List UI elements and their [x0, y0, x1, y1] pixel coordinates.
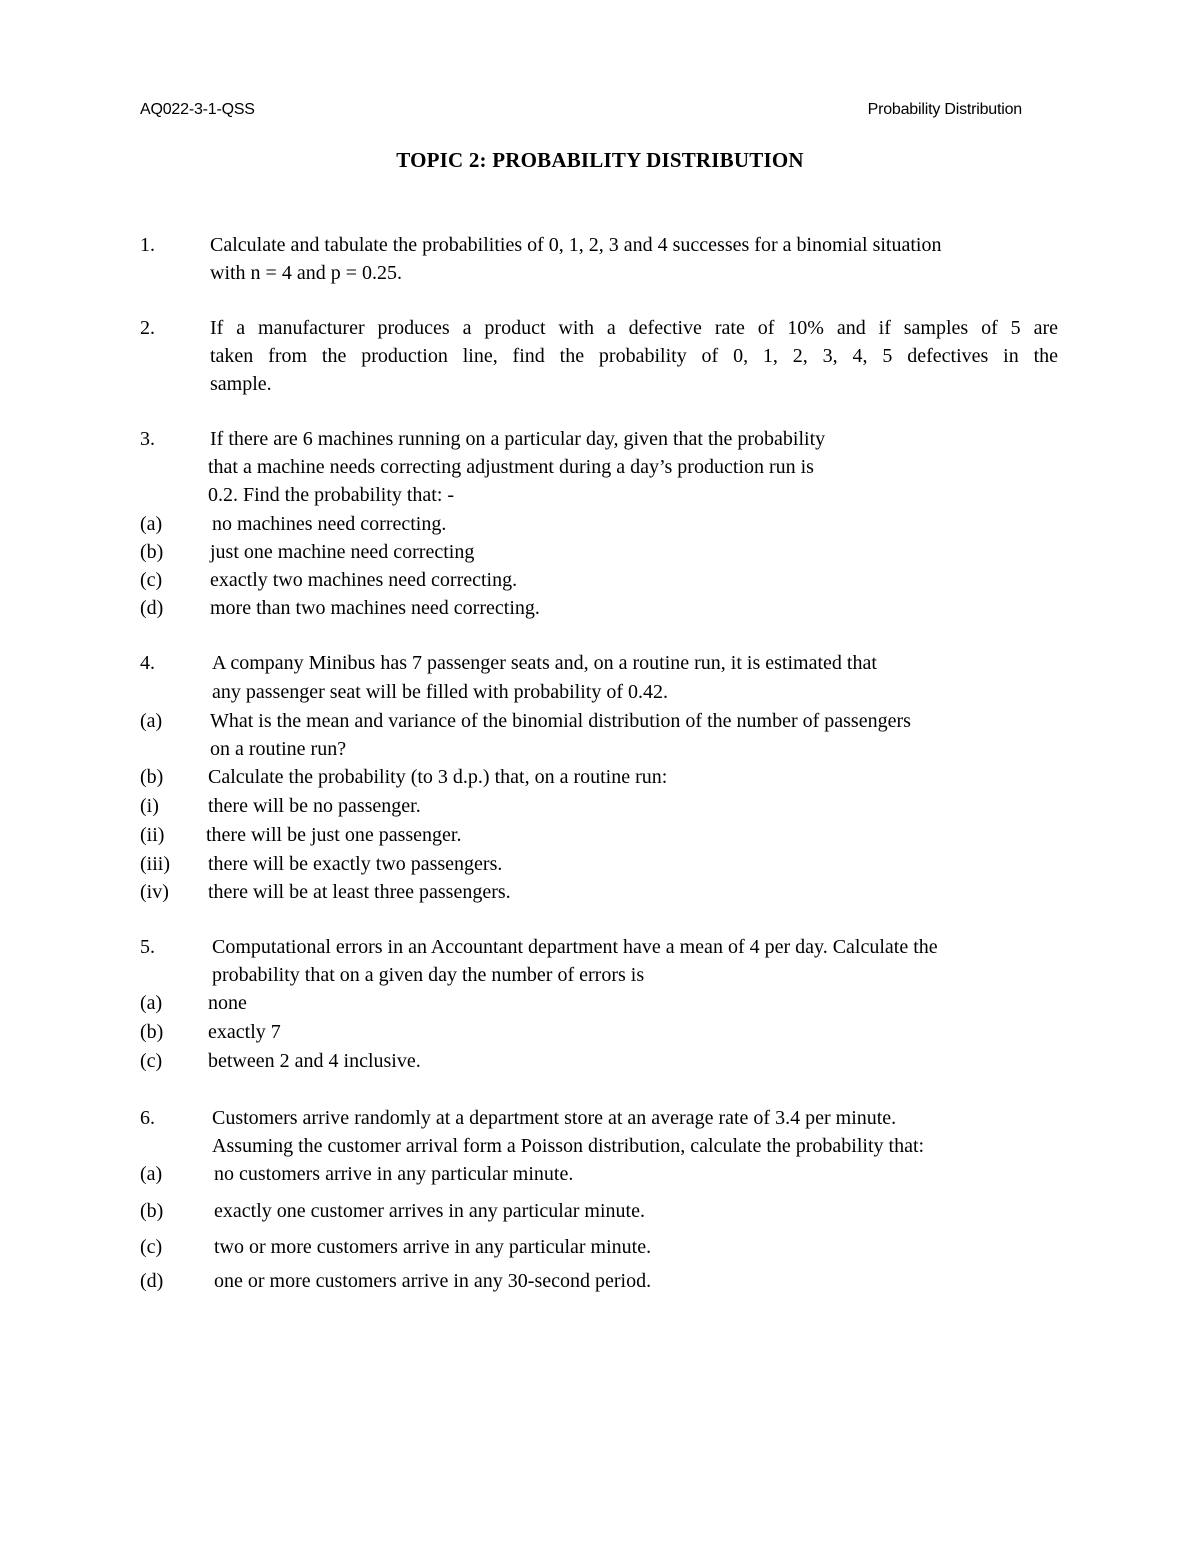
part-text: What is the mean and variance of the binomial distribution of the number of passengers [210, 710, 911, 732]
part-text: just one machine need correcting [210, 541, 475, 563]
question-text: If there are 6 machines running on a particular day, given that the probability [210, 428, 826, 450]
question-text: Calculate and tabulate the probabilities of 0, 1, 2, 3 and 4 successes for a binomial situation [210, 234, 942, 256]
subpart-text: there will be exactly two passengers. [208, 853, 503, 875]
part-label: (c) [140, 1236, 163, 1258]
part-text: no customers arrive in any particular minute. [214, 1163, 574, 1185]
question-text: with n = 4 and p = 0.25. [210, 262, 402, 284]
part-text: exactly one customer arrives in any particular minute. [214, 1200, 645, 1222]
question-number: 2. [140, 317, 155, 339]
part-text: two or more customers arrive in any particular minute. [214, 1236, 652, 1258]
part-label: (a) [140, 513, 163, 535]
subpart-label: (i) [140, 795, 159, 817]
question-number: 3. [140, 428, 155, 450]
question-text: Assuming the customer arrival form a Poisson distribution, calculate the probability that: [212, 1135, 925, 1157]
part-text: one or more customers arrive in any 30-second period. [214, 1270, 652, 1292]
part-text: more than two machines need correcting. [210, 597, 540, 619]
part-label: (c) [140, 569, 163, 591]
subpart-text: there will be no passenger. [208, 795, 421, 817]
question-number: 4. [140, 652, 155, 674]
subpart-label: (ii) [140, 824, 165, 846]
question-text: A company Minibus has 7 passenger seats and, on a routine run, it is estimated that [212, 652, 877, 674]
part-text: on a routine run? [210, 738, 347, 760]
subpart-label: (iii) [140, 853, 170, 875]
part-text: no machines need correcting. [212, 513, 447, 535]
question-text: taken from the production line, find the probability of 0, 1, 2, 3, 4, 5 defectives in the [210, 345, 1058, 367]
page-title: TOPIC 2: PROBABILITY DISTRIBUTION [396, 148, 804, 172]
question-text: Customers arrive randomly at a department store at an average rate of 3.4 per minute. [212, 1107, 897, 1129]
part-text: none [208, 992, 247, 1014]
subpart-text: there will be at least three passengers. [208, 881, 511, 903]
subpart-label: (iv) [140, 881, 169, 903]
question-text: 0.2. Find the probability that: - [208, 484, 455, 506]
part-text: between 2 and 4 inclusive. [208, 1050, 421, 1072]
header-subject: Probability Distribution [867, 101, 1022, 118]
question-text: any passenger seat will be filled with probability of 0.42. [212, 681, 669, 703]
header-course-code: AQ022-3-1-QSS [140, 101, 255, 118]
question-number: 6. [140, 1107, 155, 1129]
part-label: (b) [140, 766, 164, 788]
question-text: sample. [210, 373, 272, 395]
part-label: (b) [140, 1021, 164, 1043]
part-text: exactly 7 [208, 1021, 281, 1043]
part-label: (b) [140, 541, 164, 563]
part-text: exactly two machines need correcting. [210, 569, 518, 591]
part-label: (d) [140, 1270, 164, 1292]
part-text: Calculate the probability (to 3 d.p.) that, on a routine run: [208, 766, 668, 788]
subpart-text: there will be just one passenger. [206, 824, 462, 846]
part-label: (b) [140, 1200, 164, 1222]
question-text: that a machine needs correcting adjustment during a day’s production run is [208, 456, 814, 478]
question-text: If a manufacturer produces a product with a defective rate of 10% and if samples of 5 are [210, 317, 1058, 339]
question-number: 1. [140, 234, 155, 256]
question-number: 5. [140, 936, 155, 958]
question-text: probability that on a given day the number of errors is [212, 964, 645, 986]
part-label: (a) [140, 1163, 163, 1185]
part-label: (a) [140, 992, 163, 1014]
part-label: (d) [140, 597, 164, 619]
part-label: (a) [140, 710, 163, 732]
question-text: Computational errors in an Accountant department have a mean of 4 per day. Calculate the [212, 936, 938, 958]
part-label: (c) [140, 1050, 163, 1072]
